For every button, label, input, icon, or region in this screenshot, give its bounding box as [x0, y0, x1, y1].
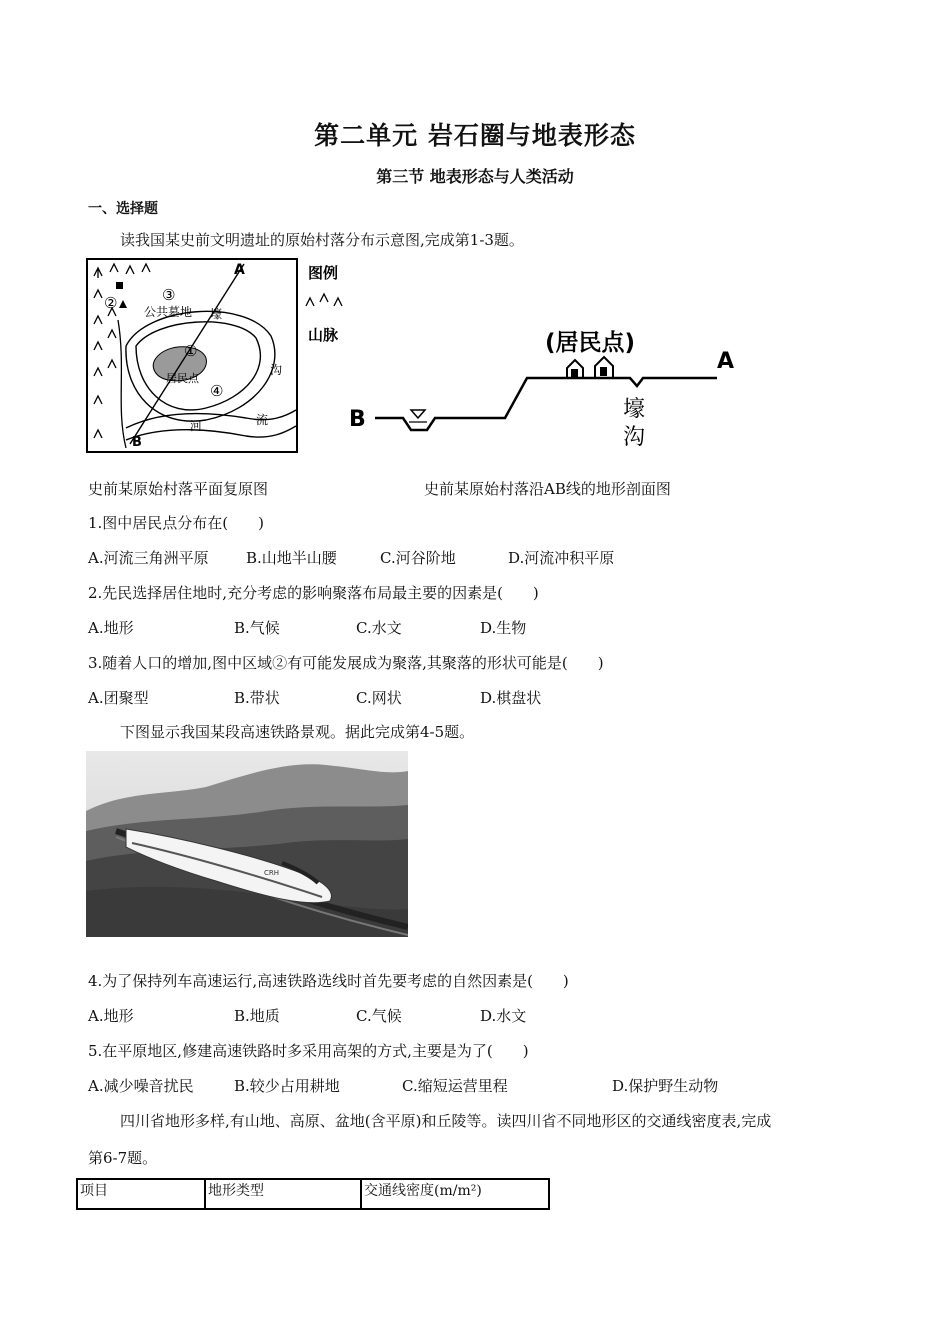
map-num-2: ②	[104, 294, 118, 312]
map-num-4: ④	[210, 382, 224, 400]
high-speed-rail-photo	[86, 751, 408, 937]
caption-plan-map: 史前某原始村落平面复原图	[88, 480, 269, 498]
table-header-terrain: 地形类型	[205, 1179, 361, 1209]
map-num-1: ①	[184, 342, 198, 360]
legend-item: 山脉	[308, 326, 339, 344]
q4-option-d: D.水文	[480, 1007, 527, 1025]
profile-label-a: A	[717, 349, 735, 374]
q5-option-b: B.较少占用耕地	[234, 1077, 340, 1095]
traffic-density-table	[76, 1178, 550, 1210]
map-label-b: B	[132, 435, 142, 450]
q1-option-d: D.河流冲积平原	[508, 549, 615, 567]
question-3: 3.随着人口的增加,图中区域②有可能发展成为聚落,其聚落的形状可能是( )	[88, 654, 604, 672]
map-label-residence: 居民点	[166, 372, 199, 385]
table-header-row	[77, 1179, 549, 1209]
page-subtitle: 第三节 地表形态与人类活动	[376, 167, 574, 186]
map-label-a: A	[234, 262, 245, 278]
table-header-density: 交通线密度(m/m²)	[361, 1179, 549, 1209]
question-5: 5.在平原地区,修建高速铁路时多采用高架的方式,主要是为了( )	[88, 1042, 529, 1060]
q5-option-c: C.缩短运营里程	[402, 1077, 508, 1095]
map-label-ditch: 沟	[270, 363, 283, 377]
q4-option-c: C.气候	[356, 1007, 402, 1025]
q3-option-c: C.网状	[356, 689, 402, 707]
intro-paragraph-3-cont: 第6-7题。	[88, 1149, 158, 1167]
map-num-3: ③	[162, 286, 176, 304]
q5-option-a: A.减少噪音扰民	[88, 1077, 194, 1095]
q1-option-a: A.河流三角洲平原	[88, 549, 209, 567]
map-label-river-2: 流	[256, 413, 269, 427]
question-4: 4.为了保持列车高速运行,高速铁路选线时首先要考虑的自然因素是( )	[88, 972, 569, 990]
legend-mountain-icon	[306, 294, 342, 306]
profile-label-residence: (居民点)	[545, 330, 636, 356]
map-label-river-1: 河	[190, 419, 203, 433]
terrain-profile	[345, 318, 745, 458]
q5-option-d: D.保护野生动物	[612, 1077, 719, 1095]
legend-title: 图例	[308, 264, 339, 282]
house-icon	[567, 357, 613, 378]
q2-option-d: D.生物	[480, 619, 527, 637]
q2-option-c: C.水文	[356, 619, 402, 637]
q3-option-b: B.带状	[234, 689, 280, 707]
village-plan-map	[86, 258, 298, 453]
q4-option-a: A.地形	[88, 1007, 134, 1025]
map-label-moat: 壕	[210, 307, 223, 321]
intro-paragraph-3: 四川省地形多样,有山地、高原、盆地(含平原)和丘陵等。读四川省不同地形区的交通线密度表,完成	[120, 1112, 772, 1130]
table-header-item: 项目	[77, 1179, 205, 1209]
intro-paragraph-1: 读我国某史前文明遗址的原始村落分布示意图,完成第1-3题。	[120, 231, 524, 249]
caption-profile: 史前某原始村落沿AB线的地形剖面图	[424, 480, 671, 498]
profile-label-ditch: 沟	[623, 425, 646, 450]
page-title: 第二单元 岩石圈与地表形态	[314, 121, 636, 150]
train-logo: CRH	[264, 869, 280, 877]
q4-option-b: B.地质	[234, 1007, 280, 1025]
map-label-cemetery: 公共墓地	[144, 305, 193, 319]
q3-option-d: D.棋盘状	[480, 689, 542, 707]
intro-paragraph-2: 下图显示我国某段高速铁路景观。据此完成第4-5题。	[120, 723, 475, 741]
profile-label-b: B	[349, 407, 366, 432]
q1-option-b: B.山地半山腰	[246, 549, 337, 567]
q1-option-c: C.河谷阶地	[380, 549, 456, 567]
q3-option-a: A.团聚型	[88, 689, 149, 707]
q2-option-b: B.气候	[234, 619, 280, 637]
profile-label-moat: 壕	[623, 397, 646, 422]
question-1: 1.图中居民点分布在( )	[88, 514, 265, 532]
section-heading: 一、选择题	[88, 201, 158, 217]
question-2: 2.先民选择居住地时,充分考虑的影响聚落布局最主要的因素是( )	[88, 584, 539, 602]
q2-option-a: A.地形	[88, 619, 134, 637]
